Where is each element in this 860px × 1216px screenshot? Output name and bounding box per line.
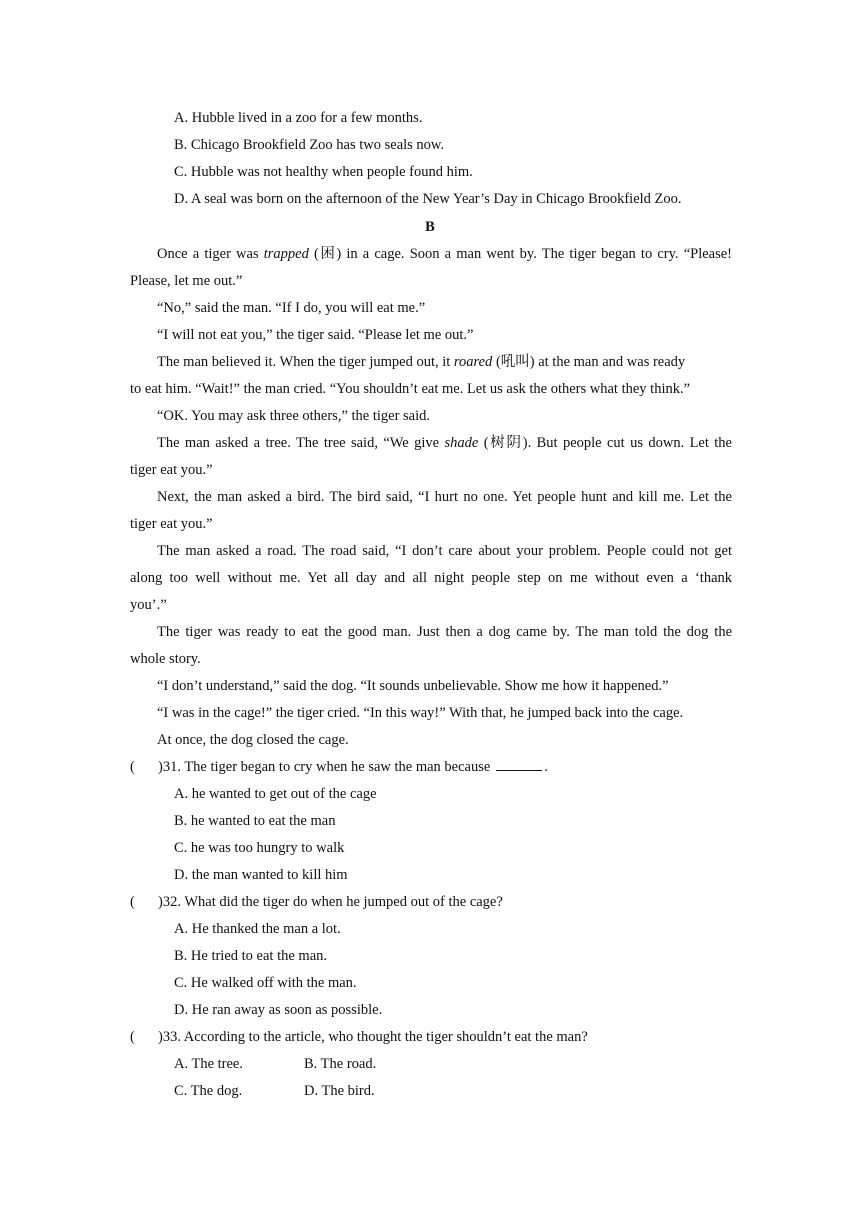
question-31: ( )31. The tiger began to cry when he saw the man because . xyxy=(130,759,548,775)
story-paragraph-2: “No,” said the man. “If I do, you will eat me.” xyxy=(157,300,426,316)
question-32: ( )32. What did the tiger do when he jumped out of the cage? xyxy=(130,894,503,910)
story-paragraph-6-cont: tiger eat you.” xyxy=(130,462,213,478)
story-paragraph-8-end: you’.” xyxy=(130,597,167,613)
prev-option-a: A. Hubble lived in a zoo for a few months. xyxy=(174,110,423,126)
section-heading: B xyxy=(425,219,435,235)
q32-option-b: B. He tried to eat the man. xyxy=(174,948,328,964)
q31-option-c: C. he was too hungry to walk xyxy=(174,840,345,856)
story-paragraph-7: Next, the man asked a bird. The bird said, “I hurt no one. Yet people hunt and kill me. Let the xyxy=(157,489,732,505)
story-paragraph-7-cont: tiger eat you.” xyxy=(130,516,213,532)
q32-option-c: C. He walked off with the man. xyxy=(174,975,357,991)
q31-option-a: A. he wanted to get out of the cage xyxy=(174,786,377,802)
story-paragraph-10: “I don’t understand,” said the dog. “It sounds unbelievable. Show me how it happened.” xyxy=(157,678,669,694)
prev-option-d: D. A seal was born on the afternoon of the New Year’s Day in Chicago Brookfield Zoo. xyxy=(174,191,682,207)
story-paragraph-6: The man asked a tree. The tree said, “We give shade (树阴). But people cut us down. Let the xyxy=(157,435,732,451)
q33-option-d: D. The bird. xyxy=(304,1083,375,1099)
story-paragraph-4-cont: to eat him. “Wait!” the man cried. “You shouldn’t eat me. Let us ask the others what they think.” xyxy=(130,381,691,397)
q33-option-b: B. The road. xyxy=(304,1056,377,1072)
prev-option-c: C. Hubble was not healthy when people found him. xyxy=(174,164,473,180)
story-paragraph-8: The man asked a road. The road said, “I don’t care about your problem. People could not get xyxy=(157,543,732,559)
q31-option-b: B. he wanted to eat the man xyxy=(174,813,336,829)
story-paragraph-1-cont: Please, let me out.” xyxy=(130,273,243,289)
story-paragraph-12: At once, the dog closed the cage. xyxy=(157,732,349,748)
q33-option-c: C. The dog. xyxy=(174,1083,243,1099)
answer-bracket[interactable]: ( xyxy=(130,759,135,775)
story-paragraph-4: The man believed it. When the tiger jumped out, it roared (吼叫) at the man and was ready xyxy=(157,354,686,370)
story-paragraph-1: Once a tiger was trapped (困) in a cage. Soon a man went by. The tiger began to cry. “Please! xyxy=(157,246,732,262)
answer-bracket[interactable]: ( xyxy=(130,894,135,910)
q32-option-d: D. He ran away as soon as possible. xyxy=(174,1002,383,1018)
story-paragraph-11: “I was in the cage!” the tiger cried. “In this way!” With that, he jumped back into the cage. xyxy=(157,705,684,721)
q33-option-a: A. The tree. xyxy=(174,1056,243,1072)
question-33: ( )33. According to the article, who thought the tiger shouldn’t eat the man? xyxy=(130,1029,588,1045)
story-paragraph-9: The tiger was ready to eat the good man. Just then a dog came by. The man told the dog the xyxy=(157,624,732,640)
story-paragraph-8-cont: along too well without me. Yet all day and all night people step on me without even a ‘thank xyxy=(130,570,732,586)
story-paragraph-5: “OK. You may ask three others,” the tiger said. xyxy=(157,408,431,424)
answer-blank[interactable] xyxy=(496,757,542,771)
story-paragraph-9-cont: whole story. xyxy=(130,651,201,667)
answer-bracket[interactable]: ( xyxy=(130,1029,135,1045)
q32-option-a: A. He thanked the man a lot. xyxy=(174,921,341,937)
story-paragraph-3: “I will not eat you,” the tiger said. “Please let me out.” xyxy=(157,327,474,343)
q31-option-d: D. the man wanted to kill him xyxy=(174,867,348,883)
prev-option-b: B. Chicago Brookfield Zoo has two seals now. xyxy=(174,137,445,153)
